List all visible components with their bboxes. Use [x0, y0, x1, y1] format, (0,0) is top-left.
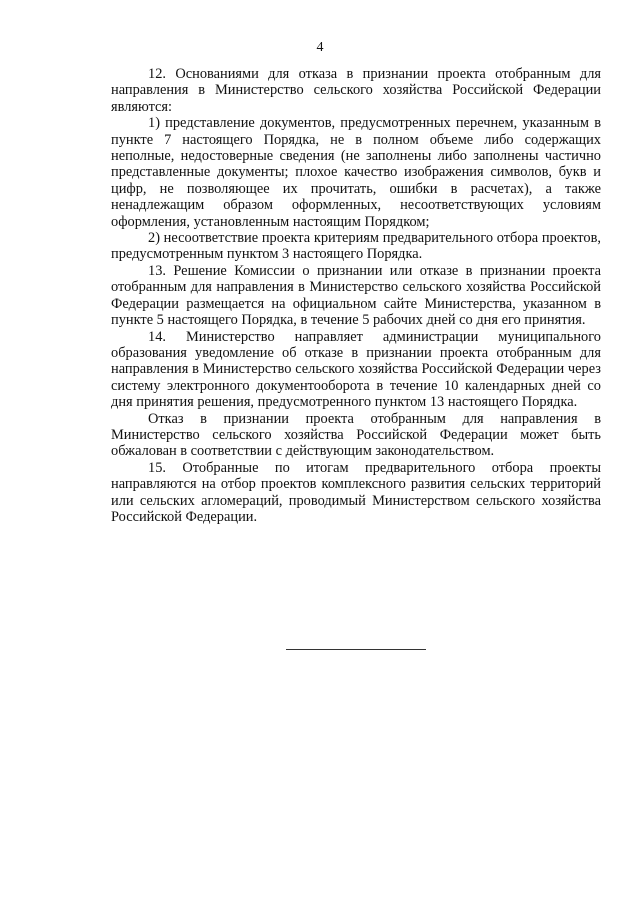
page-number: 4 [316, 40, 324, 55]
paragraph-14-notification: 14. Министерство направляет администрации муниципального образования уведомление об отказе в признании проекта отобранным для направления в Министерство сельского хозяйства Российской Федерации через систему электронного документооборота в течение 10 календарных дней со дня принятия решения, предусмотренного пунктом 13 настоящего Порядка. [111, 328, 601, 411]
end-of-document-line [286, 649, 426, 650]
paragraph-12-item-2: 2) несоответствие проекта критериям предварительного отбора проектов, предусмотренным пунктом 3 настоящего Порядка. [111, 230, 601, 263]
paragraph-15-selected-projects: 15. Отобранные по итогам предварительного отбора проекты направляются на отбор проектов комплексного развития сельских территорий или сельских агломераций, проводимый Министерством сельского хозяйства Российской Федерации. [111, 459, 601, 525]
paragraph-13-decision: 13. Решение Комиссии о признании или отказе в признании проекта отобранным для направления в Министерство сельского хозяйства Российской Федерации размещается на официальном сайте Министерства, указанном в пункте 5 настоящего Порядка, в течение 5 рабочих дней со дня его принятия. [111, 262, 601, 329]
paragraph-14-appeal: Отказ в признании проекта отобранным для направления в Министерство сельского хозяйства Российской Федерации может быть обжалован в соответствии с действующим законодательством. [111, 410, 601, 460]
document-body [111, 66, 601, 525]
paragraph-12-grounds: 12. Основаниями для отказа в признании проекта отобранным для направления в Министерство сельского хозяйства Российской Федерации являются: [111, 66, 601, 115]
paragraph-12-item-1: 1) представление документов, предусмотренных перечнем, указанным в пункте 7 настоящего Порядка, не в полном объеме либо содержащих неполные, недостоверные сведения (не заполнены либо заполнены частично представленные документы; плохое качество изображения символов, букв и цифр, не позволяющее их прочитать, ошибки в расчетах), а также ненадлежащим образом оформленных, несоответствующих условиям оформления, установленным настоящим Порядком; [111, 115, 601, 230]
